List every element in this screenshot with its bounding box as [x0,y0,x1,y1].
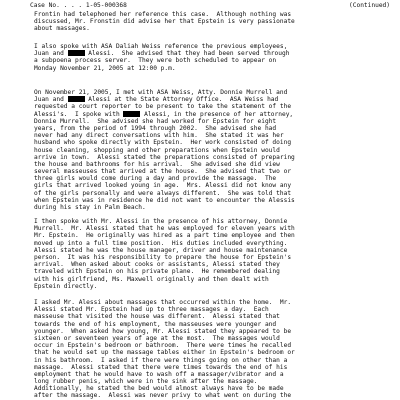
redaction-box [68,50,85,56]
text-segment: requested a court reporter to be present to take the statement of the [34,103,292,111]
case-number: Case No. . . . 1-05-000368 [30,2,127,9]
text-segment: a subpoena process server. They were both scheduled to appear on [34,57,277,65]
text-segment: person. It was his responsibility to prepare the house for Epstein's [34,253,292,261]
text-line [34,299,390,306]
text-segment: Murrell. Mr. Alessi stated that he was employed for eleven years with [34,225,295,233]
text-segment: never had any direct conversations with him. She stated it was her [34,132,284,140]
text-segment: during his stay in Palm Beach. [34,204,146,211]
text-line [34,385,390,392]
paragraph [34,11,390,33]
redaction-box [68,96,85,102]
text-segment: occur in Epstein's bedroom or bathroom. There were times he recalled [34,342,292,350]
text-segment: Monday November 21, 2005 at 12:00 p.m. [34,64,176,72]
text-line [34,313,390,320]
text-line [34,190,390,197]
text-segment: Alessi stated he was the house manager, driver and house maintenance [34,246,288,254]
paragraph [34,89,390,211]
text-line [34,392,390,399]
text-line [34,168,390,175]
text-segment: massage. Alessi stated that there were times towards the end of his [34,363,288,371]
text-line [34,283,390,290]
text-line [34,125,390,132]
text-line [34,182,390,189]
text-segment: the house and bathrooms for his arrival. She advised she did view [34,160,280,168]
text-line [34,96,390,103]
text-line [34,335,390,342]
text-segment: house cleaning, shopping and other preparations when Epstein would [34,146,280,154]
text-line [34,254,390,261]
text-segment: girls that arrived looked young in age. Mrs. Alessi did not know any [34,182,292,190]
text-line [34,65,390,72]
text-line [34,154,390,161]
text-line [34,147,390,154]
text-segment: traveled with Epstein on his private plane. He remembered dealing [34,268,280,276]
text-line [34,18,390,25]
text-line [34,111,390,118]
text-line [34,204,390,211]
text-line [34,268,390,275]
paragraph [34,43,390,72]
text-segment: employment that he would have to wash off a massager/vibrator and a [34,370,284,378]
text-segment: Donnie Murrell. She advised she had worked for Epstein for eight [34,117,277,125]
paragraph [34,218,390,290]
text-segment: long rubber penis, which were in the sink after the massage. [34,378,258,386]
text-line [34,132,390,139]
text-segment: several masseuses that arrived at the house. She advised that two or [34,168,292,176]
continued-label: (Continued) [349,2,390,9]
text-segment: Juan and [34,96,68,104]
text-segment: three girls would come during a day and provide the massage. The [34,175,277,183]
text-line [34,89,390,96]
text-segment: Alessi at the State Attorney Office. ASA Weiss had [84,96,279,104]
text-line [34,364,390,371]
text-segment: moved up into a full time position. His duties included everything. [34,239,288,247]
text-line [34,175,390,182]
text-line [34,43,390,50]
text-line [34,161,390,168]
text-segment: Alessi, in the presence of her attorney, [140,110,294,118]
text-segment: years, from the period of 1994 through 2002. She advised she had [34,124,277,132]
text-segment: sixteen or seventeen years of age at the most. The massages would [34,334,280,342]
text-line [34,103,390,110]
paragraph [34,299,390,400]
text-segment: Mr. Epstein. He originally was hired as a part time employee and then [34,232,295,240]
text-line [34,232,390,239]
text-segment: husband who spoke directly with Epstein. Her work consisted of doing [34,139,292,147]
text-line [34,328,390,335]
redaction-box [123,111,140,117]
text-line [34,240,390,247]
text-segment: younger. When asked how young, Mr. Alessi stated they appeared to be [34,327,292,335]
text-line [34,50,390,57]
text-line [34,11,390,18]
text-segment: that he would set up the massage tables either in Epstein's bedroom or [34,349,295,357]
text-segment: Alessi. She advised that they had been served through [84,50,290,58]
text-line [34,378,390,385]
text-line [34,139,390,146]
text-line [34,276,390,283]
text-segment: of the girls personally and were always different. She was told that [34,189,292,197]
text-line [34,306,390,313]
text-segment: about massages. [34,25,90,33]
text-segment: On November 21, 2005, I met with ASA Weiss, Atty. Donnie Murrell and [34,89,288,96]
text-line [34,261,390,268]
text-segment: discussed, Mr. Fronstin did advise her that Epstein is very passionate [34,18,295,26]
text-segment: with his girlfriend, Ms. Maxwell originally and then dealt with [34,275,269,283]
text-line [34,25,390,32]
text-line [34,118,390,125]
text-line [34,57,390,64]
text-segment: I asked Mr. Alessi about massages that occurred within the home. Mr. [34,299,292,306]
text-segment: Alessi's. I spoke with [34,110,124,118]
text-line [34,197,390,204]
text-line [34,342,390,349]
text-segment: arrival. When asked about cooks or assistants, Alessi stated they [34,261,280,269]
text-segment: masseuse that visited the house was different. Alessi stated that [34,313,280,321]
text-segment: arrive in town. Alessi stated the preparations consisted of preparing [34,153,295,161]
text-segment: Frontin had telephoned her reference this case. Although nothing was [34,11,292,18]
text-segment: after the massage. Alessi was never privy to what went on during the [34,392,292,400]
text-segment: Epstein directly. [34,282,98,290]
text-line [34,371,390,378]
text-segment: when Epstein was in residence he did not want to encounter the Alessis [34,196,295,204]
text-segment: Alessi stated Mr. Epstein had up to three massages a day. Each [34,306,269,314]
text-line [34,218,390,225]
text-segment: I then spoke with Mr. Alessi in the presence of his attorney, Donnie [34,218,288,225]
text-segment: Juan and [34,50,68,58]
text-segment: in his bathroom. I asked if there were things going on other than a [34,356,288,364]
text-line [34,225,390,232]
text-segment: Additionally, he stated the bed would almost always have to be made [34,385,284,393]
text-line [34,349,390,356]
text-line [34,247,390,254]
text-line [34,321,390,328]
text-segment: towards the end of his employment, the masseuses were younger and [34,320,277,328]
text-segment: I also spoke with ASA Daliah Weiss reference the previous employees, [34,43,288,50]
text-line [34,357,390,364]
